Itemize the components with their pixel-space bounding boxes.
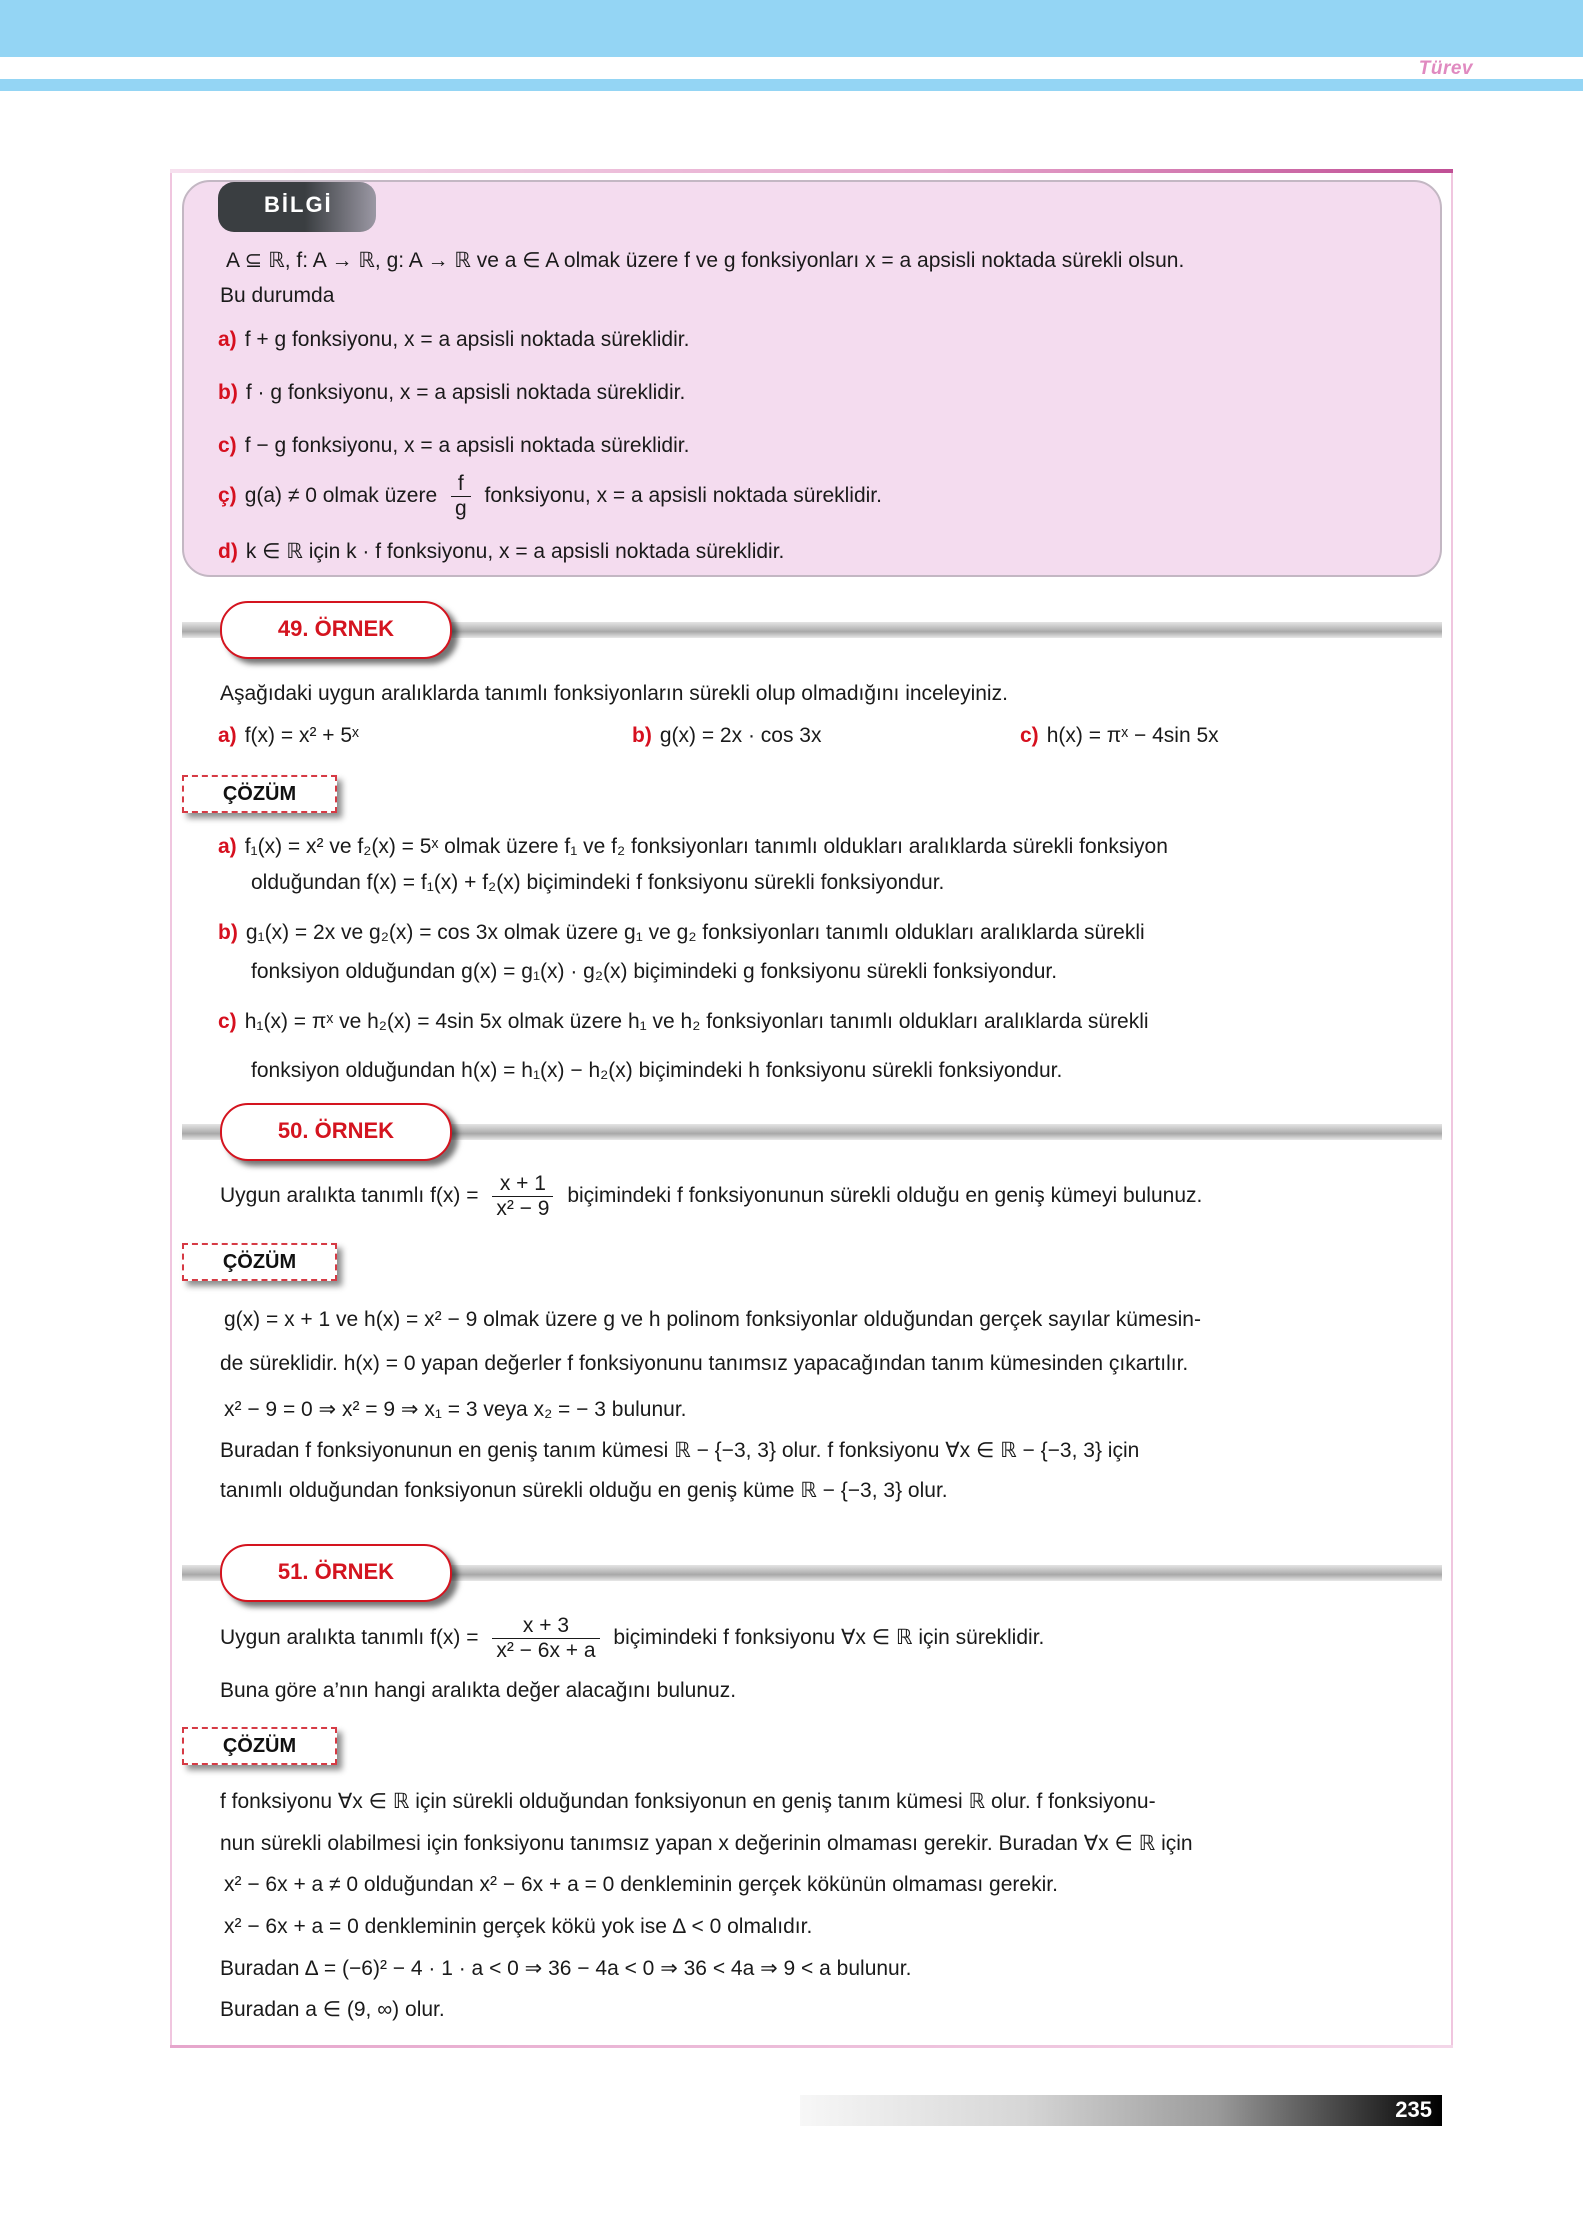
solution-line: a) f₁(x) = x² ve f₂(x) = 5ˣ olmak üzere f₁ ve f₂ fonksiyonları tanımlı oldukları aralıklarda sürekli fonksiyon [218, 835, 1168, 858]
example-question: Uygun aralıkta tanımlı f(x) = $\frac{x + 3}{\text{x² − 6x + a}}$ biçimindeki f fonksiyonu ∀x ∈ ℝ için süreklidir. [220, 1614, 1045, 1662]
chapter-title: Türev [1418, 58, 1473, 79]
solution-badge: ÇÖZÜM [182, 1243, 337, 1281]
solution-line: nun sürekli olabilmesi için fonksiyonu tanımsız yapan x değerinin olmaması gerekir. Buradan ∀x ∈ ℝ için [220, 1832, 1193, 1855]
item-text: f − g fonksiyonu, x = a apsisli noktada süreklidir. [244, 434, 690, 457]
solution-line: x² − 9 = 0 ⇒ x² = 9 ⇒ x₁ = 3 veya x₂ = − 3 bulunur. [224, 1398, 687, 1421]
info-item [218, 538, 784, 566]
solution-line: x² − 6x + a ≠ 0 olduğundan x² − 6x + a = 0 denkleminin gerçek kökünün olmaması gerekir. [224, 1873, 1058, 1896]
item-text: fonksiyonu, x = a apsisli noktada süreklidir. [484, 484, 882, 508]
solution-line: Buradan a ∈ (9, ∞) olur. [220, 1998, 445, 2021]
info-item [218, 379, 685, 407]
example-badge: 49. ÖRNEK [220, 601, 452, 659]
info-item [218, 472, 882, 521]
header-band [0, 0, 1583, 57]
item-text: f + g fonksiyonu, x = a apsisli noktada süreklidir. [244, 328, 690, 351]
info-tab: BİLGİ [218, 182, 376, 232]
info-item [218, 432, 689, 460]
frame-top-border [170, 169, 1453, 173]
solution-line: f fonksiyonu ∀x ∈ ℝ için sürekli olduğundan fonksiyonun en geniş tanım kümesi ℝ olur. f fonksiyonu- [220, 1790, 1156, 1813]
info-item [218, 326, 689, 354]
solution-line: x² − 6x + a = 0 denkleminin gerçek kökü yok ise ∆ < 0 olmalıdır. [224, 1915, 813, 1938]
solution-line: olduğundan f(x) = f₁(x) + f₂(x) biçimindeki f fonksiyonu sürekli fonksiyondur. [251, 871, 945, 894]
header-strip [0, 57, 1583, 79]
item-text: k ∈ ℝ için k · f fonksiyonu, x = a apsisli noktada süreklidir. [245, 540, 785, 563]
fraction: $\frac{f}{g}$ [451, 472, 471, 521]
example-part: b) g(x) = 2x · cos 3x [632, 724, 822, 747]
frame-bottom-border [170, 2045, 1453, 2048]
solution-line: b) g₁(x) = 2x ve g₂(x) = cos 3x olmak üzere g₁ ve g₂ fonksiyonları tanımlı oldukları aralıklarda sürekli [218, 921, 1145, 944]
solution-line: Buradan ∆ = (−6)² − 4 · 1 · a < 0 ⇒ 36 − 4a < 0 ⇒ 36 < 4a ⇒ 9 < a bulunur. [220, 1957, 912, 1980]
solution-badge: ÇÖZÜM [182, 775, 337, 813]
example-question-2: Buna göre a’nın hangi aralıkta değer alacağını bulunuz. [220, 1679, 737, 1702]
example-question: Aşağıdaki uygun aralıklarda tanımlı fonksiyonların sürekli olup olmadığını inceleyiniz. [220, 682, 1008, 705]
solution-line: Buradan f fonksiyonunun en geniş tanım kümesi ℝ − {−3, 3} olur. f fonksiyonu ∀x ∈ ℝ − {−3, 3} için [220, 1439, 1140, 1462]
example-part: c) h(x) = πˣ − 4sin 5x [1020, 724, 1219, 747]
example-badge: 50. ÖRNEK [220, 1103, 452, 1161]
solution-line: c) h₁(x) = πˣ ve h₂(x) = 4sin 5x olmak üzere h₁ ve h₂ fonksiyonları tanımlı oldukları aralıklarda sürekli [218, 1010, 1149, 1033]
item-label: ç) [218, 484, 237, 508]
solution-line: g(x) = x + 1 ve h(x) = x² − 9 olmak üzere g ve h polinom fonksiyonlar olduğundan gerçek sayılar kümesin- [224, 1308, 1201, 1331]
header-band-lower [0, 79, 1583, 91]
example-part: a) f(x) = x² + 5ˣ [218, 724, 359, 747]
example-question: Uygun aralıkta tanımlı f(x) = $\frac{x + 1}{\text{x² − 9}}$ biçimindeki f fonksiyonunun sürekli olduğu en geniş kümeyi bulunuz. [220, 1172, 1203, 1220]
solution-line: tanımlı olduğundan fonksiyonun sürekli olduğu en geniş küme ℝ − {−3, 3} olur. [220, 1479, 948, 1502]
solution-badge: ÇÖZÜM [182, 1727, 337, 1765]
item-label: c) [218, 434, 237, 457]
fraction: $\frac{x + 3}{\text{x² − 6x + a}}$ [492, 1614, 599, 1663]
item-text: g(a) ≠ 0 olmak üzere [244, 484, 438, 508]
info-intro-2: Bu durumda [220, 284, 335, 307]
item-label: b) [218, 381, 238, 404]
info-intro: A ⊆ ℝ, f: A → ℝ, g: A → ℝ ve a ∈ A olmak üzere f ve g fonksiyonları x = a apsisli noktada sürekli olsun. [226, 249, 1185, 272]
item-label: a) [218, 328, 237, 351]
solution-line: fonksiyon olduğundan h(x) = h₁(x) − h₂(x) biçimindeki h fonksiyonu sürekli fonksiyondur. [251, 1059, 1063, 1082]
item-text: f · g fonksiyonu, x = a apsisli noktada süreklidir. [245, 381, 686, 404]
page-number-bar [800, 2095, 1442, 2126]
example-badge: 51. ÖRNEK [220, 1544, 452, 1602]
fraction: $\frac{x + 1}{\text{x² − 9}}$ [492, 1172, 553, 1221]
solution-line: de süreklidir. h(x) = 0 yapan değerler f fonksiyonunu tanımsız yapacağından tanım kümesinden çıkartılır. [220, 1352, 1189, 1375]
page-number: 235 [1395, 2097, 1432, 2122]
solution-line: fonksiyon olduğundan g(x) = g₁(x) · g₂(x) biçimindeki g fonksiyonu sürekli fonksiyondur. [251, 960, 1058, 983]
item-label: d) [218, 540, 238, 563]
